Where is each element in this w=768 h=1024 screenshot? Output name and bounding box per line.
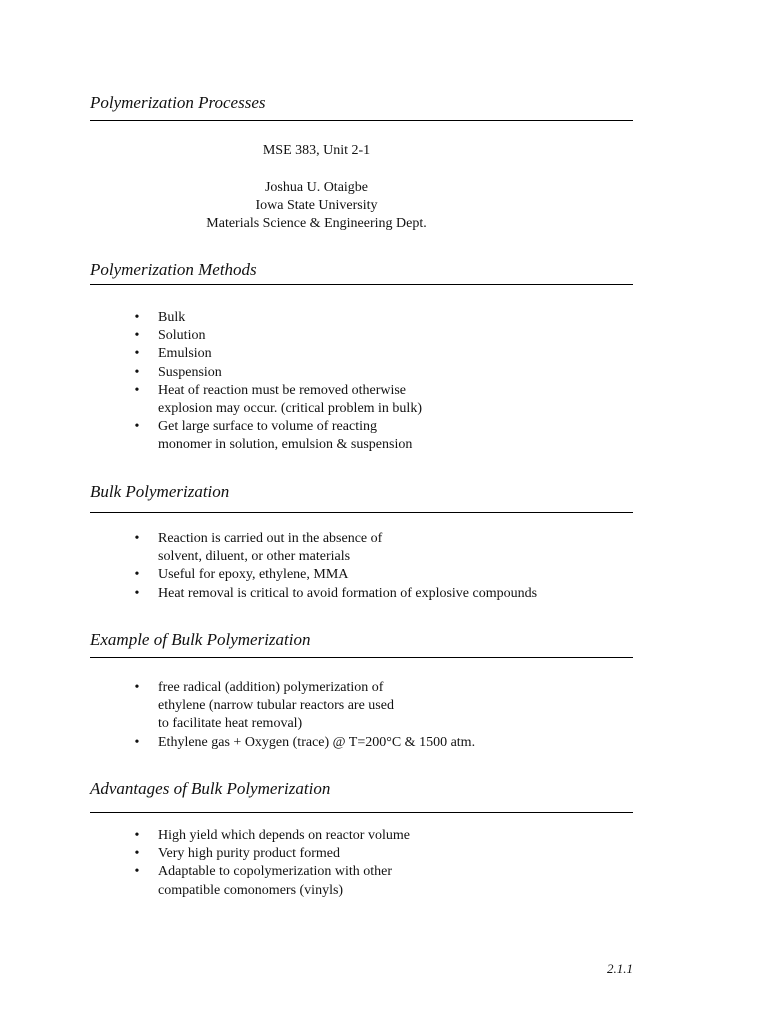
bullet-icon: • [134, 567, 140, 583]
page-title: Polymerization Processes [90, 93, 266, 112]
bullet-icon: • [134, 846, 140, 862]
bullet-list-methods [130, 309, 422, 455]
bullet-icon: • [134, 680, 140, 695]
title-rule [90, 120, 633, 121]
list-item: • Suspension [130, 364, 422, 382]
page-number: 2.1.1 [607, 961, 633, 976]
bullet-icon: • [134, 328, 140, 344]
bullet-icon: • [134, 310, 140, 325]
section-rule [90, 812, 633, 813]
bullet-icon: • [134, 346, 140, 362]
list-item: • Reaction is carried out in the absence of solvent, diluent, or other materials [130, 530, 537, 566]
list-item: • Bulk [130, 309, 422, 327]
list-item: • Ethylene gas + Oxygen (trace) @ T=200°C & 1500 atm. [130, 734, 475, 752]
bullet-icon: • [134, 382, 140, 398]
university-name: Iowa State University [255, 198, 378, 213]
section-rule [90, 512, 633, 513]
bullet-list-bulk [130, 530, 537, 603]
course-code: MSE 383, Unit 2-1 [262, 143, 371, 158]
bullet-list-advantages [130, 827, 410, 900]
bullet-icon: • [134, 419, 140, 435]
bullet-icon: • [134, 864, 140, 880]
section-title-bulk: Bulk Polymerization [90, 482, 230, 501]
list-item: • Emulsion [130, 345, 422, 363]
bullet-icon: • [134, 734, 140, 750]
bullet-icon: • [134, 828, 140, 843]
list-item: • Heat removal is critical to avoid formation of explosive compounds [130, 585, 537, 603]
list-item: • free radical (addition) polymerization of ethylene (narrow tubular reactors are used to facilitate heat removal) [130, 679, 475, 734]
author-name: Joshua U. Otaigbe [264, 180, 369, 195]
section-rule [90, 284, 633, 285]
list-item: • Solution [130, 327, 422, 345]
bullet-icon: • [134, 364, 140, 380]
section-title-methods: Polymerization Methods [90, 260, 257, 279]
list-item: • Adaptable to copolymerization with other compatible comonomers (vinyls) [130, 863, 410, 899]
bullet-icon: • [134, 585, 140, 601]
list-item: • Very high purity product formed [130, 845, 410, 863]
bullet-list-example [130, 679, 475, 752]
list-item: • Heat of reaction must be removed otherwise explosion may occur. (critical problem in bulk) [130, 382, 422, 418]
department-name: Materials Science & Engineering Dept. [206, 216, 427, 231]
bullet-icon: • [134, 531, 140, 546]
list-item: • Useful for epoxy, ethylene, MMA [130, 566, 537, 584]
section-rule [90, 657, 633, 658]
list-item: • High yield which depends on reactor volume [130, 827, 410, 845]
section-title-example: Example of Bulk Polymerization [90, 630, 311, 649]
section-title-advantages: Advantages of Bulk Polymerization [90, 779, 331, 798]
list-item: • Get large surface to volume of reacting monomer in solution, emulsion & suspension [130, 418, 422, 454]
